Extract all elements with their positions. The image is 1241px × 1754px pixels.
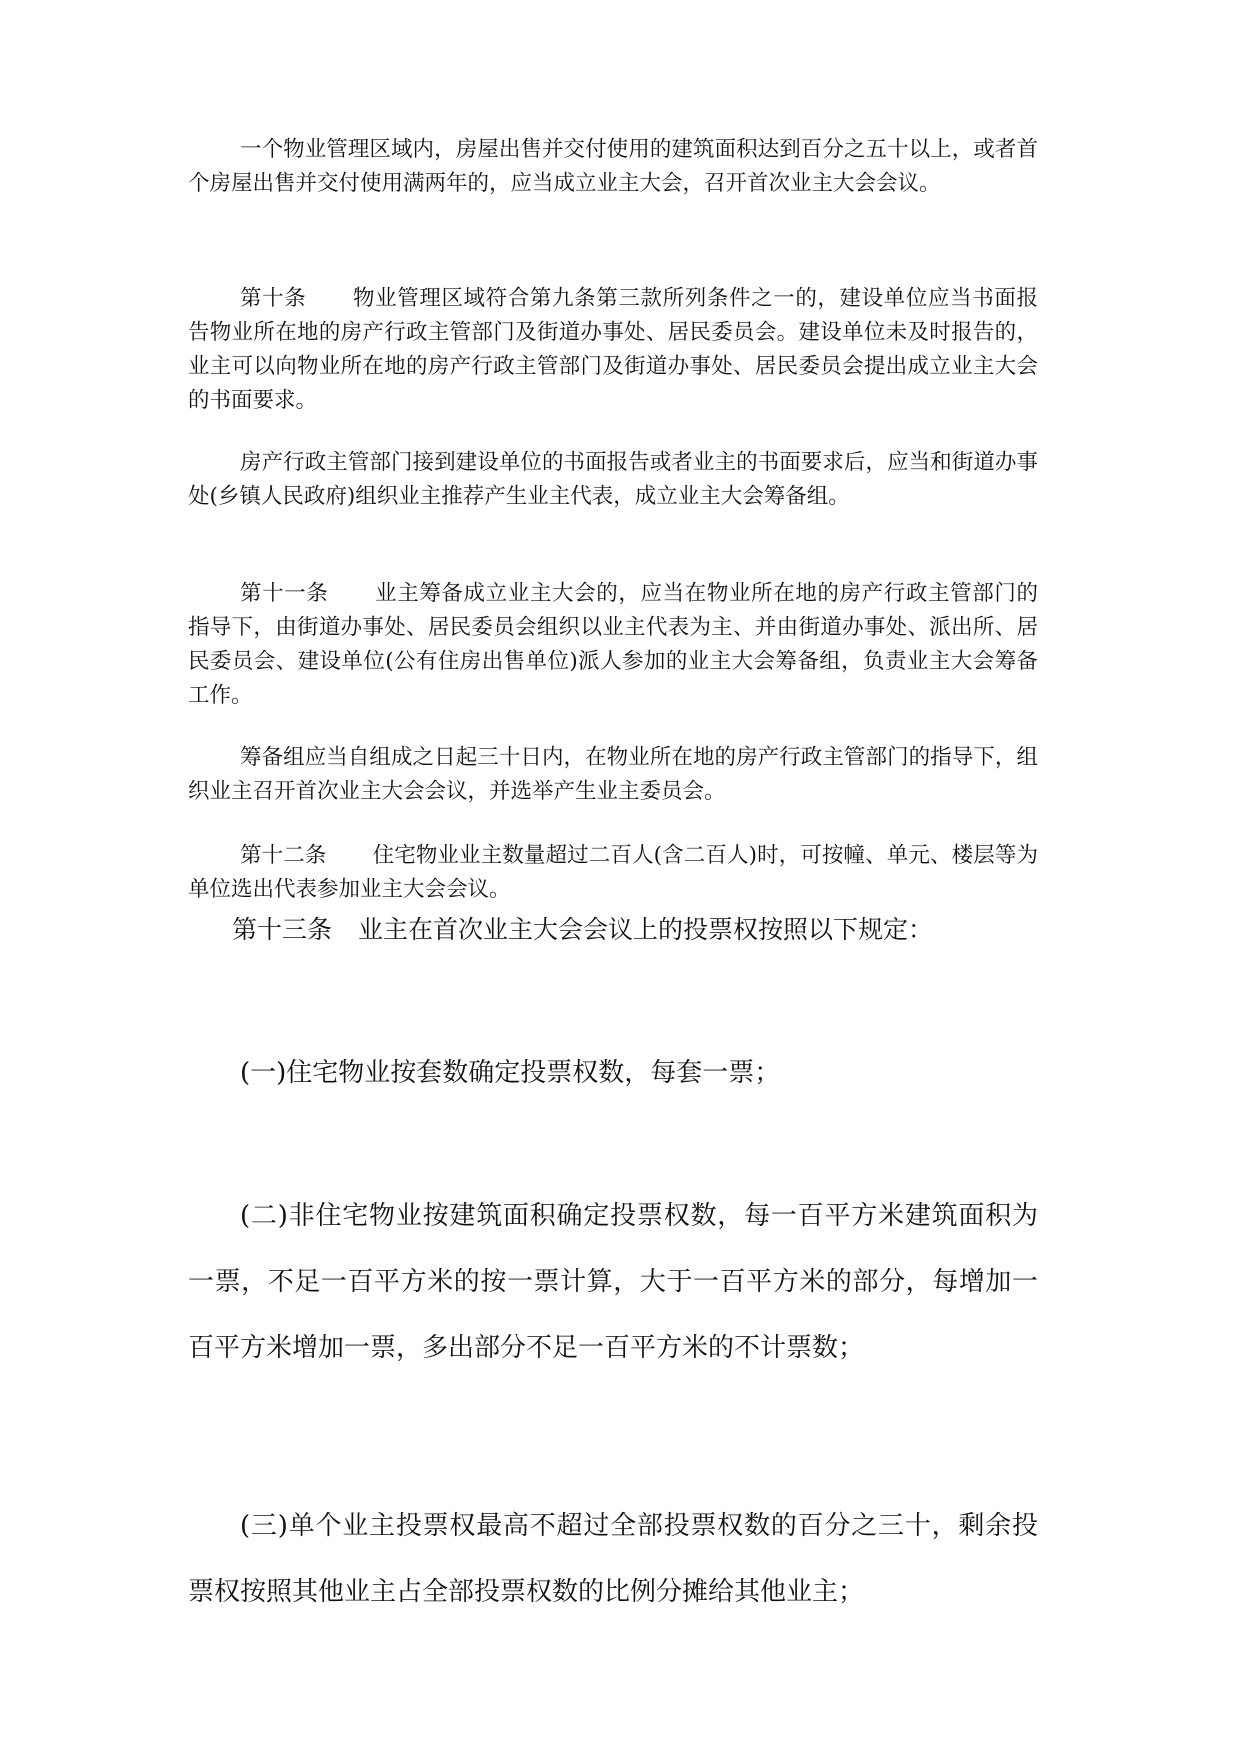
list-item-non-residential bbox=[188, 1183, 1038, 1381]
article-10 bbox=[188, 282, 1038, 418]
article-12 bbox=[188, 839, 1038, 907]
list-item-text: (二)非住宅物业按建筑面积确定投票权数，每一百平方米建筑面积为一票，不足一百平方米的按一票计算，大于一百平方米的部分，每增加一百平方米增加一票，多出部分不足一百平方米的不计票数； bbox=[188, 1201, 1038, 1363]
article-label: 第十二条 bbox=[240, 843, 327, 868]
list-item-vote-cap bbox=[188, 1493, 1038, 1625]
article-13 bbox=[232, 910, 1052, 950]
article-11 bbox=[188, 577, 1038, 713]
paragraph-text: 筹备组应当自组成之日起三十日内，在物业所在地的房产行政主管部门的指导下，组织业主召开首次业主大会会议，并选举产生业主委员会。 bbox=[188, 745, 1038, 804]
list-item-text: (一)住宅物业按套数确定投票权数，每套一票； bbox=[240, 1058, 781, 1088]
paragraph-election bbox=[188, 741, 1038, 809]
article-label: 第十条 bbox=[240, 286, 307, 311]
article-text: 住宅物业业主数量超过二百人(含二百人)时，可按幢、单元、楼层等为单位选出代表参加业主大会会议。 bbox=[188, 843, 1038, 902]
list-item-text: (三)单个业主投票权最高不超过全部投票权数的百分之三十，剩余投票权按照其他业主占全部投票权数的比例分摊给其他业主； bbox=[188, 1511, 1038, 1607]
paragraph-text: 一个物业管理区域内，房屋出售并交付使用的建筑面积达到百分之五十以上，或者首个房屋出售并交付使用满两年的，应当成立业主大会，召开首次业主大会会议。 bbox=[188, 137, 1038, 196]
article-text: 业主在首次业主大会会议上的投票权按照以下规定： bbox=[358, 915, 934, 944]
article-text: 业主筹备成立业主大会的，应当在物业所在地的房产行政主管部门的指导下，由街道办事处、居民委员会组织以业主代表为主、并由街道办事处、派出所、居民委员会、建设单位(公有住房出售单位)派人参加的业主大会筹备组，负责业主大会筹备工作。 bbox=[188, 581, 1038, 708]
paragraph-text: 房产行政主管部门接到建设单位的书面报告或者业主的书面要求后，应当和街道办事处(乡镇人民政府)组织业主推荐产生业主代表，成立业主大会筹备组。 bbox=[188, 450, 1038, 509]
article-label: 第十三条 bbox=[232, 915, 333, 944]
article-label: 第十一条 bbox=[240, 581, 329, 606]
paragraph-preparation-group bbox=[188, 446, 1038, 514]
list-item-residential bbox=[188, 1040, 1038, 1106]
article-text: 物业管理区域符合第九条第三款所列条件之一的，建设单位应当书面报告物业所在地的房产行政主管部门及街道办事处、居民委员会。建设单位未及时报告的，业主可以向物业所在地的房产行政主管部门及街道办事处、居民委员会提出成立业主大会的书面要求。 bbox=[188, 286, 1038, 413]
paragraph-first-meeting bbox=[188, 133, 1038, 201]
